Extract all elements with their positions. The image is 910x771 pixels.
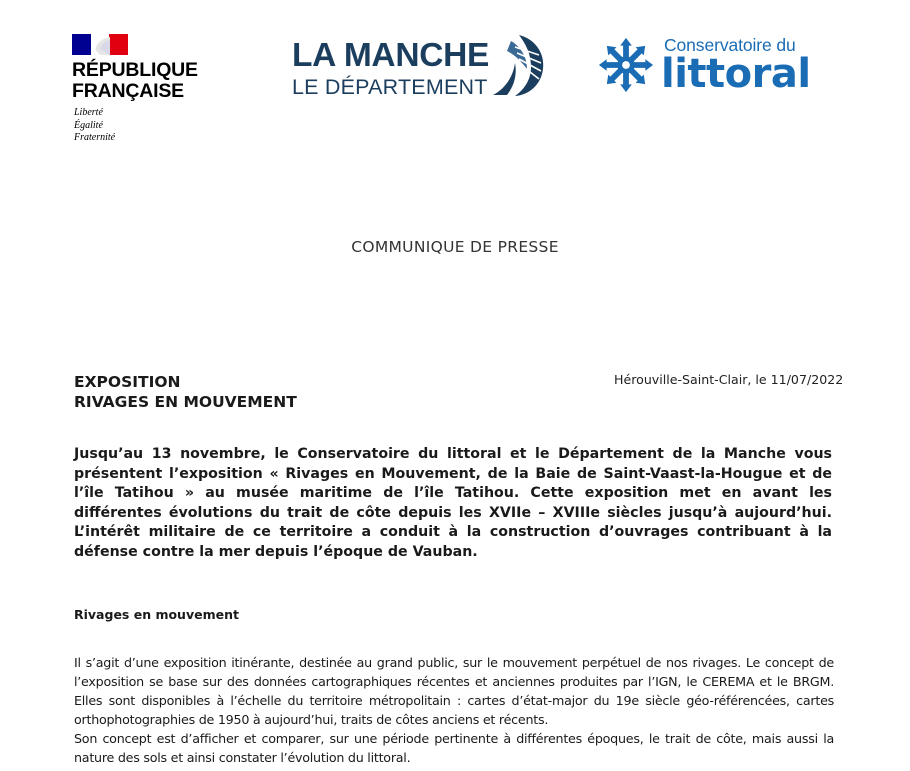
snowflake-star-icon [597, 36, 655, 94]
body-paragraph-2: Son concept est d’afficher et comparer, sur une période pertinente à différentes époques, le trait de côte, mais aussi la nature des sols et ainsi constater l’évolution du littoral. [74, 731, 834, 765]
body-paragraph-1: Il s’agit d’une exposition itinérante, destinée au grand public, sur le mouvement perpétuel de nos rivages. Le concept de l’exposition se base sur des données cartographiques récentes et anciennes produites par l’IGN, le CEREMA et le BRGM. Elles sont disponibles à l’échelle du territoire métropolitain : cartes d’état-major du 19e siècle géo-référencées, cartes orthophotographies de 1950 à aujourd’hui, traits de côtes anciens et récents. [74, 655, 834, 727]
manche-wave-icon [485, 33, 547, 97]
press-release-title: COMMUNIQUE DE PRESSE [351, 238, 559, 256]
rf-title-line1: RÉPUBLIQUE [72, 59, 198, 81]
cdl-line2: littoral [661, 51, 811, 97]
republique-francaise-logo [72, 34, 212, 149]
manche-line2: LE DÉPARTEMENT [292, 75, 488, 99]
intro-text: Jusqu’au 13 novembre, le Conservatoire du littoral et le Département de la Manche vous présentent l’exposition « Rivages en Mouvement, de la Baie de Saint-Vaast-la-Hougue et de l’île Tatihou » au musée maritime de l’île Tatihou. Cette exposition met en avant les différentes évolutions du trait de côte depuis les XVIIe – XVIIIe siècles jusqu’à aujourd’hui. L’intérêt militaire de ce territoire a conduit à la construction d’ouvrages contribuant à la défense contre la mer depuis l’époque de Vauban. [74, 446, 832, 560]
rf-title-line2: FRANÇAISE [72, 80, 184, 102]
cdl-line1: Conservatoire du [664, 35, 796, 55]
body-text [74, 653, 834, 767]
motto-liberte: Liberté [74, 107, 103, 118]
exposition-name: RIVAGES EN MOUVEMENT [74, 393, 297, 411]
section-title: Rivages en mouvement [74, 607, 239, 622]
french-flag-icon [72, 34, 128, 55]
conservatoire-littoral-logo [597, 34, 827, 100]
rf-motto [74, 107, 115, 145]
motto-fraternite: Fraternité [74, 132, 116, 143]
intro-paragraph [74, 445, 832, 562]
la-manche-logo [290, 33, 550, 99]
manche-line1: LA MANCHE [292, 37, 490, 74]
exposition-label: EXPOSITION [74, 373, 181, 391]
exposition-heading [74, 372, 297, 412]
dateline: Hérouville-Saint-Clair, le 11/07/2022 [614, 372, 844, 387]
motto-egalite: Égalité [74, 119, 103, 131]
republique-francaise-title [72, 60, 198, 102]
